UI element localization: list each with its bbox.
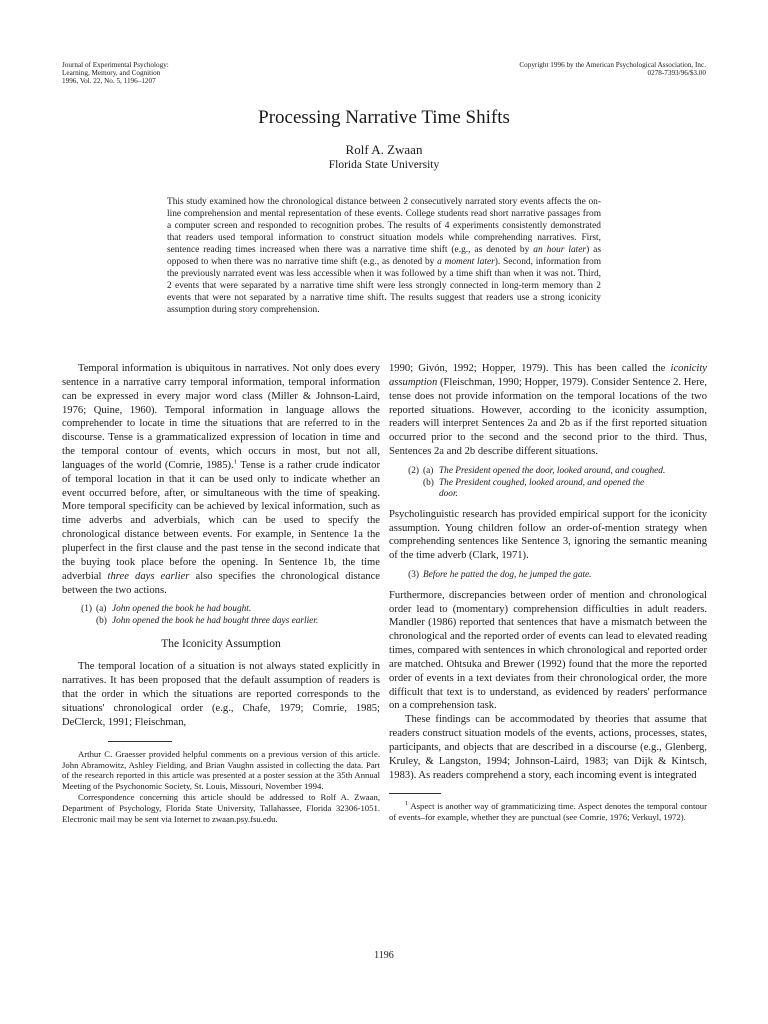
example-label: (b) — [96, 615, 107, 626]
paragraph-italic: three days earlier — [107, 570, 190, 582]
author-name: Rolf A. Zwaan — [345, 142, 423, 157]
example-text: The President opened the door, looked around, and coughed. — [439, 465, 666, 476]
example-sentence-3 — [389, 570, 707, 582]
journal-citation — [62, 61, 282, 86]
example-text: John opened the book he had bought. — [112, 604, 252, 615]
example-number: (3) — [408, 570, 419, 581]
correspondence-note: Correspondence concerning this article should be addressed to Rolf A. Zwaan, Department of Psychology, Florida State University, Tallahassee, Florida 32306-1051. Electronic mail may be sent via Internet to zwaan.psy.fsu.edu. — [62, 792, 380, 825]
copyright-line: Copyright 1996 by the American Psychological Association, Inc. — [519, 61, 706, 69]
example-number: (1) — [81, 604, 92, 615]
example-sentence-1 — [62, 604, 380, 627]
body-paragraph — [62, 362, 380, 597]
example-text: Before he patted the dog, he jumped the gate. — [423, 570, 592, 581]
author-note — [62, 749, 380, 825]
body-paragraph: The temporal location of a situation is not always stated explicitly in narratives. It has been proposed that the default assumption of readers is that the order in which the situations are reported corresponds to the situations' chronological order (e.g., Chafe, 1979; Comrie, 1985; DeClerck, 1991; Fleischman, — [62, 661, 380, 728]
footnote-text — [389, 801, 707, 823]
abstract-italic: an hour later — [533, 245, 587, 255]
example-label: (b) — [423, 477, 434, 488]
example-text-line: door. — [439, 489, 458, 500]
body-paragraph: Furthermore, discrepancies between order of mention and chronological order lead to (momentary) comprehension difficulties in adult readers. Mandler (1986) reported that sentences that have a mismatch between the chronological and the reported order of events can lead to elevated reading times, compared with sentences in which chronological and reported order are matched. Ohtsuka and Brewer (1992) found that the more the reported order of events in a text deviates from their chronological order, the more difficult that text is to understand, as evidenced by readers' performance on a comprehension task. — [389, 589, 707, 712]
copyright-line: 0278-7393/96/$3.00 — [647, 69, 706, 78]
left-column — [62, 362, 380, 825]
example-text-line: The President coughed, looked around, and opened the — [439, 477, 645, 488]
journal-line: 1996, Vol. 22, No. 5, 1196–1207 — [62, 77, 156, 86]
journal-line: Learning, Memory, and Cognition — [62, 69, 161, 78]
abstract-text: ) as opposed to when there was no narrative time shift (e.g., as denoted by — [167, 245, 601, 267]
footnote-body: Aspect is another way of grammaticizing time. Aspect denotes the temporal contour of events–for example, whether they are punctual (see Comrie, 1976; Verkuyl, 1972). — [389, 801, 707, 823]
paragraph-italic: iconicity assumption — [389, 363, 707, 388]
body-paragraph: Psycholinguistic research has provided empirical support for the iconicity assumption. Young children follow an order-of-mention strategy when comprehending sentences like Sentence 3, ignoring the semantic meaning of the time adverb (Clark, 1971). — [389, 508, 707, 562]
footnote-marker: 1 — [233, 458, 237, 466]
footnote-divider — [389, 793, 441, 794]
paragraph-text: Temporal information is ubiquitous in narratives. Not only does every sentence in a narrative carry temporal information, temporal information can be expressed in every major word class (Miller & Johnson-Laird, 1976; Quine, 1960). Temporal information in language allows the comprehender to locate in time the situations that are referred to in the discourse. Tense is a grammaticalized expression of location in time and the temporal contour of events, which occurs in most, but not all, languages of the world (Comrie, 1985). — [62, 363, 380, 471]
acknowledgment-note: Arthur C. Graesser provided helpful comments on a previous version of this article. John Abramowitz, Ashley Fielding, and Brian Vaughn assisted in collecting the data. Part of the research reported in this article was presented at a poster session at the 35th Annual Meeting of the Psychonomic Society, St. Louis, Missouri, November 1994. — [62, 748, 380, 792]
example-label: (a) — [423, 465, 434, 476]
page-number: 1196 — [374, 950, 394, 961]
paragraph-text: (Fleischman, 1990; Hopper, 1979). Consider Sentence 2. Here, tense does not provide information on the temporal locations of the two reported situations. However, according to the iconicity assumption, readers will interpret Sentences 2a and 2b as if the first reported situation occurred prior to the second and the second prior to the third. Thus, Sentences 2a and 2b describe different situations. — [389, 376, 707, 458]
abstract-text: ). Second, information from the previously narrated event was less accessible when it was followed by a time shift than when it was not. Third, 2 events that were separated by a narrative time shift were less strongly connected in long-term memory than 2 events that were not separated by a narrative time shift. The results suggest that readers use a strong iconicity assumption during story comprehension. — [167, 257, 602, 315]
body-paragraph — [389, 362, 707, 459]
footnote — [389, 801, 707, 823]
example-number: (2) — [408, 465, 419, 476]
paragraph-text: Tense is a rather crude indicator of temporal location in that it can be used only to indicate whether an event occurred before, after, or simultaneous with the time of speaking. More temporal specificity can be achieved by lexical information, such as time adverbs and adverbials, which can be used to specify the chronological distance between events. For example, in Sentence 1a the pluperfect in the first clause and the past tense in the second indicate that the buying took place before the opening. In Sentence 1b, the time adverbial — [62, 459, 381, 582]
right-column — [389, 362, 707, 823]
footnote-number: 1 — [405, 800, 409, 808]
author-affiliation: Florida State University — [328, 159, 440, 171]
paragraph-text: also specifies the chronological distance between the two actions. — [62, 570, 380, 596]
paragraph-text: 1990; Givón, 1992; Hopper, 1979). This has been called the — [389, 363, 671, 374]
section-heading: The Iconicity Assumption — [161, 637, 281, 650]
abstract — [167, 196, 601, 316]
example-text — [439, 478, 707, 501]
abstract-text: This study examined how the chronological distance between 2 consecutively narrated story events affects the on-line comprehension and mental representation of these events. College students read short narrative passages from a computer screen and responded to recognition probes. The results of 4 experiments consistently demonstrated that readers used temporal information to construct situation models while comprehending narratives. First, sentence reading times increased when there was a narrative time shift (e.g., as denoted by — [167, 197, 601, 255]
journal-line: Journal of Experimental Psychology: — [62, 61, 169, 69]
abstract-italic: a moment later — [437, 257, 495, 267]
footnote-divider — [108, 741, 172, 742]
article-title: Processing Narrative Time Shifts — [258, 107, 510, 128]
example-label: (a) — [96, 604, 107, 615]
body-paragraph: These findings can be accommodated by theories that assume that readers construct situation models of the events, actions, processes, states, participants, and objects that are described in a discourse (e.g., Glenberg, Kruley, & Langston, 1994; Johnson-Laird, 1983; van Dijk & Kintsch, 1983). As readers comprehend a story, each incoming event is integrated — [389, 714, 707, 781]
example-sentence-2 — [389, 466, 707, 501]
example-text: John opened the book he had bought three days earlier. — [112, 615, 319, 626]
copyright-notice — [406, 61, 706, 77]
